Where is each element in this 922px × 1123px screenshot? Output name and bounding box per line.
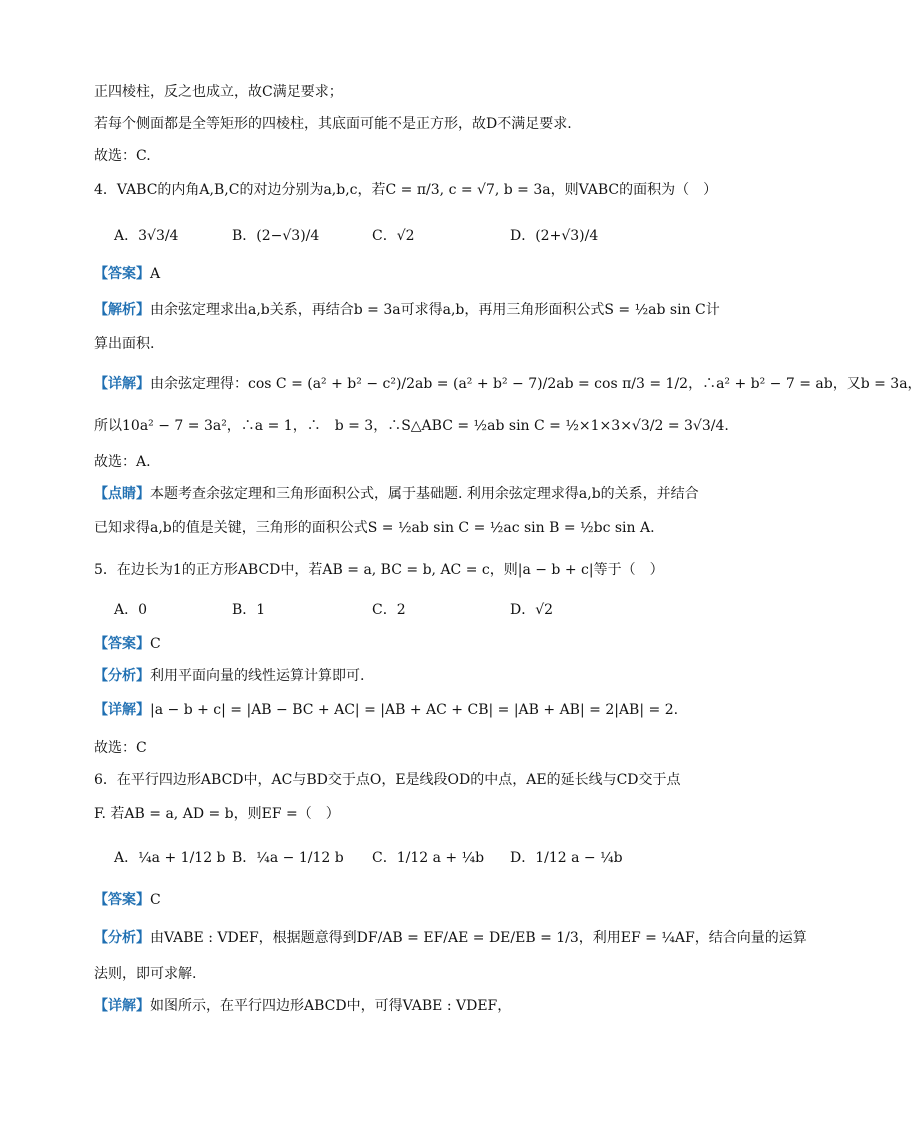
q5-option-b: B．1 — [232, 602, 266, 618]
analysis-tag: 【分析】 — [94, 930, 150, 946]
q4-analysis-cont: 算出面积. — [94, 336, 155, 352]
q4-option-c: C．√2 — [372, 228, 415, 244]
q6-option-d: D．1/12 a − ¼b — [510, 850, 623, 866]
question-4-stem: 4．VABC的内角A,B,C的对边分别为a,b,c，若C = π/3, c = √7, b = 3a，则VABC的面积为（ ） — [94, 182, 718, 198]
q4-choose: 故选：A. — [94, 454, 151, 470]
q6-analysis-cont: 法则，即可求解. — [94, 966, 197, 982]
question-6-stem-cont: F. 若AB = a, AD = b，则EF =（ ） — [94, 806, 340, 822]
q4-detail-cont: 所以10a² − 7 = 3a²，∴a = 1，∴ b = 3，∴S△ABC = ½ab sin C = ½×1×3×√3/2 = 3√3/4. — [94, 418, 729, 434]
q5-option-d: D．√2 — [510, 602, 554, 618]
q4-comment — [94, 484, 699, 504]
analysis-text: 由余弦定理求出a,b关系，再结合b = 3a可求得a,b，再用三角形面积公式S = ½ab sin C计 — [150, 302, 720, 318]
analysis-text: 由VABE : VDEF，根据题意得到DF/AB = EF/AE = DE/EB = 1/3，利用EF = ¼AF，结合向量的运算 — [150, 930, 807, 946]
q4-detail — [94, 374, 922, 394]
text-line: 正四棱柱，反之也成立，故C满足要求； — [94, 84, 343, 100]
answer-value: C — [150, 892, 161, 908]
q4-analysis — [94, 300, 720, 320]
analysis-tag: 【分析】 — [94, 668, 150, 684]
answer-value: A — [150, 266, 161, 282]
question-5-stem: 5．在边长为1的正方形ABCD中，若AB = a, BC = b, AC = c，则|a − b + c|等于（ ） — [94, 562, 664, 578]
detail-tag: 【详解】 — [94, 702, 150, 718]
q5-choose: 故选：C — [94, 740, 147, 756]
comment-text: 本题考查余弦定理和三角形面积公式，属于基础题. 利用余弦定理求得a,b的关系，并结合 — [150, 486, 699, 502]
detail-tag: 【详解】 — [94, 998, 150, 1014]
answer-tag: 【答案】 — [94, 636, 150, 652]
q6-answer — [94, 890, 161, 910]
q5-analysis — [94, 666, 364, 686]
text-line: 若每个侧面都是全等矩形的四棱柱，其底面可能不是正方形，故D不满足要求. — [94, 116, 572, 132]
answer-tag: 【答案】 — [94, 266, 150, 282]
q6-analysis — [94, 928, 807, 948]
q6-detail — [94, 996, 511, 1016]
text-line: 故选：C. — [94, 148, 151, 164]
q5-answer — [94, 634, 161, 654]
q5-detail — [94, 700, 678, 720]
q4-option-d: D．(2+√3)/4 — [510, 228, 599, 244]
analysis-text: 利用平面向量的线性运算计算即可. — [150, 668, 365, 684]
q6-option-b: B．¼a − 1/12 b — [232, 850, 344, 866]
analysis-tag: 【解析】 — [94, 302, 150, 318]
q5-option-c: C．2 — [372, 602, 406, 618]
q6-option-a: A．¼a + 1/12 b — [114, 850, 226, 866]
answer-tag: 【答案】 — [94, 892, 150, 908]
question-6-stem: 6．在平行四边形ABCD中，AC与BD交于点O，E是线段OD的中点，AE的延长线与CD交于点 — [94, 772, 681, 788]
comment-tag: 【点睛】 — [94, 486, 150, 502]
q4-comment-cont: 已知求得a,b的值是关键，三角形的面积公式S = ½ab sin C = ½ac sin B = ½bc sin A. — [94, 520, 655, 536]
answer-value: C — [150, 636, 161, 652]
q4-option-a: A．3√3/4 — [114, 228, 179, 244]
q6-option-c: C．1/12 a + ¼b — [372, 850, 485, 866]
detail-text: 如图所示，在平行四边形ABCD中，可得VABE : VDEF， — [150, 998, 512, 1014]
q5-option-a: A．0 — [114, 602, 148, 618]
detail-tag: 【详解】 — [94, 376, 150, 392]
q4-option-b: B．(2−√3)/4 — [232, 228, 320, 244]
q4-answer — [94, 264, 160, 284]
detail-text: |a − b + c| = |AB − BC + AC| = |AB + AC + CB| = |AB + AB| = 2|AB| = 2. — [150, 702, 679, 718]
detail-text: 由余弦定理得：cos C = (a² + b² − c²)/2ab = (a² + b² − 7)/2ab = cos π/3 = 1/2，∴a² + b² − 7 = ab，又b = 3a， — [150, 376, 922, 392]
